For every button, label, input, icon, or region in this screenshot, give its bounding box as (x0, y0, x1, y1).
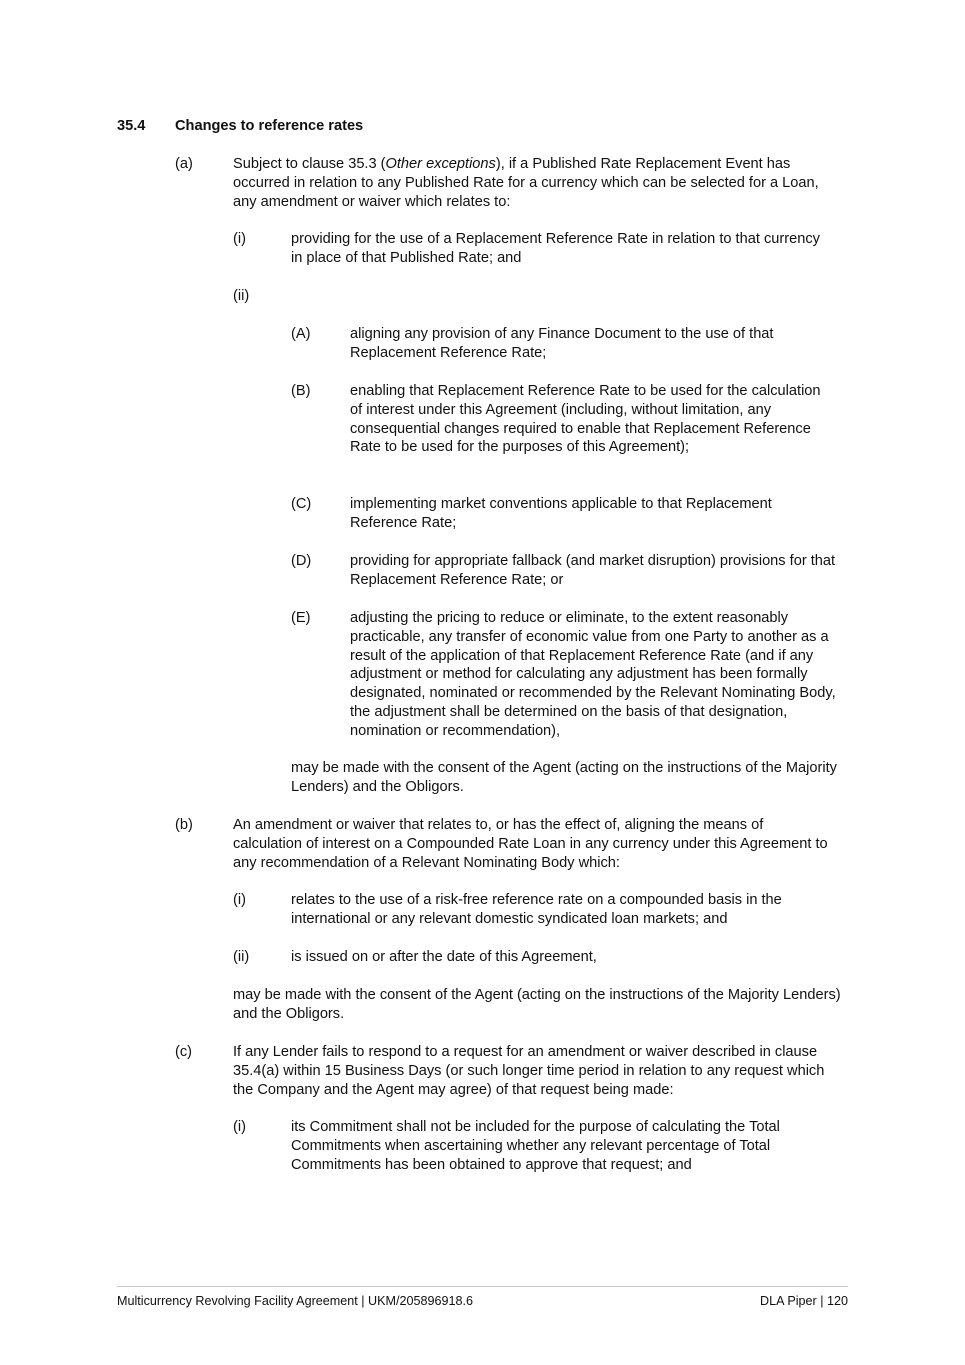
clause-a-ii-C-label: (C) (291, 496, 312, 512)
clause-a-ii-E-label: (E) (291, 610, 311, 626)
footer-page-number: DLA Piper | 120 (760, 1294, 848, 1308)
clause-a-label: (a) (175, 156, 193, 172)
clause-a-i-label: (i) (233, 231, 246, 247)
clause-a-ii-D-label: (D) (291, 553, 312, 569)
clause-a-ii-E-text: adjusting the pricing to reduce or eliminate, to the extent reasonably practicable, any transfer of economic value from one Party to another as a result of the application of that Replacement Reference Rate (and if any adjustment or method for calculating any adjustment has been formally designated, nominated or recommended by the Relevant Nominating Body, the adjustment shall be determined on the basis of that designation, nomination or recommendation), (350, 610, 836, 739)
section-number: 35.4 (117, 118, 146, 134)
section-title: Changes to reference rates (175, 118, 364, 134)
clause-c-text: If any Lender fails to respond to a request for an amendment or waiver described in clause 35.4(a) within 15 Business Days (or such longer time period in relation to any request which the Company and the Agent may agree) of that request being made: (233, 1044, 825, 1098)
clause-b-ii-text: is issued on or after the date of this Agreement, (291, 949, 597, 965)
clause-a-ii-label: (ii) (233, 288, 250, 304)
clause-b-label: (b) (175, 817, 193, 833)
clause-a-ii-A-label: (A) (291, 326, 311, 342)
footer-divider (117, 1286, 848, 1287)
clause-b-i-text: relates to the use of a risk-free reference rate on a compounded basis in the international or any relevant domestic syndicated loan markets; and (291, 892, 782, 927)
clause-a-ii-A-text: aligning any provision of any Finance Document to the use of that Replacement Reference Rate; (350, 326, 774, 361)
clause-b-ii-label: (ii) (233, 949, 250, 965)
footer-document-reference: Multicurrency Revolving Facility Agreement | UKM/205896918.6 (117, 1294, 474, 1308)
clause-a-ii-D-text: providing for appropriate fallback (and market disruption) provisions for that Replacement Reference Rate; or (350, 553, 836, 588)
clause-b-text: An amendment or waiver that relates to, or has the effect of, aligning the means of calculation of interest on a Compounded Rate Loan in any currency under this Agreement to any recommendation of a Relevant Nominating Body which: (233, 817, 828, 871)
clause-a-ii-B-label: (B) (291, 383, 311, 399)
clause-b-i-label: (i) (233, 892, 246, 908)
clause-c-label: (c) (175, 1044, 193, 1060)
clause-a-ii-B-text: enabling that Replacement Reference Rate to be used for the calculation of interest under this Agreement (including, without limitation, any consequential changes required to enable that Replacement Reference Rate to be used for the purposes of this Agreement); (350, 383, 821, 456)
clause-a-text: Subject to clause 35.3 (Other exceptions), if a Published Rate Replacement Event has occurred in relation to any Published Rate for a currency which can be selected for a Loan, any amendment or waiver which relates to: (233, 156, 819, 210)
clause-c-i-text: its Commitment shall not be included for the purpose of calculating the Total Commitments when ascertaining whether any relevant percentage of Total Commitments has been obtained to approve that request; and (291, 1119, 780, 1173)
clause-a-i-text: providing for the use of a Replacement Reference Rate in relation to that currency in place of that Published Rate; and (291, 231, 820, 266)
clause-a-closing: may be made with the consent of the Agent (acting on the instructions of the Majority Lenders) and the Obligors. (291, 760, 837, 795)
clause-a-ii-C-text: implementing market conventions applicable to that Replacement Reference Rate; (350, 496, 772, 531)
clause-a-emphasis: Other exceptions (385, 156, 496, 172)
clause-c-i-label: (i) (233, 1119, 246, 1135)
clause-b-closing: may be made with the consent of the Agent (acting on the instructions of the Majority Lenders) and the Obligors. (233, 987, 841, 1022)
